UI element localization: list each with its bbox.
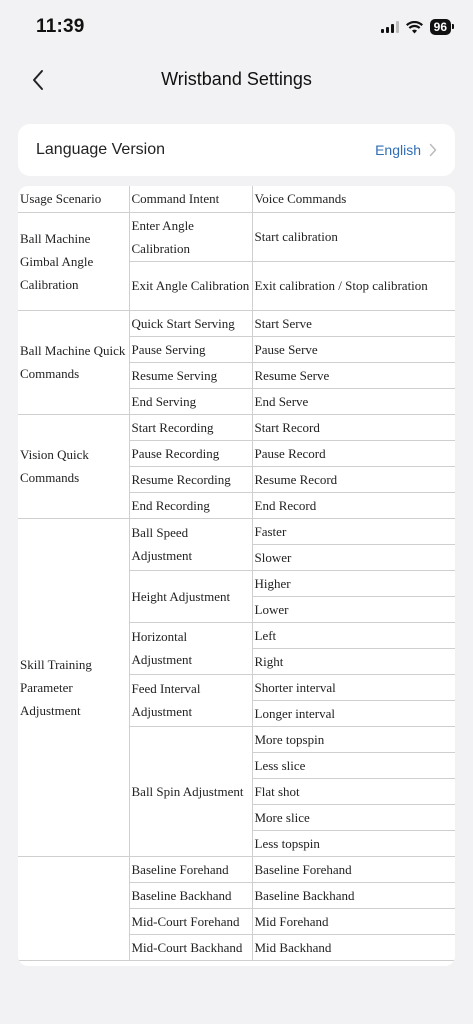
- command-cell: Less slice: [252, 752, 455, 778]
- wifi-icon: [406, 21, 423, 34]
- command-cell: Lower: [252, 596, 455, 622]
- command-cell: Left: [252, 622, 455, 648]
- status-time: 11:39: [36, 16, 85, 37]
- table-header-row: [18, 186, 455, 212]
- command-cell: Pause Record: [252, 440, 455, 466]
- intent-cell: Feed Interval Adjustment: [129, 674, 252, 726]
- header-usage-scenario: Usage Scenario: [18, 186, 129, 212]
- command-cell: More topspin: [252, 726, 455, 752]
- battery-icon: 96: [430, 19, 451, 35]
- language-label: Language Version: [36, 141, 165, 158]
- intent-cell: Exit Angle Calibration: [129, 261, 252, 310]
- intent-cell: Baseline Forehand: [129, 856, 252, 882]
- header-voice-commands: Voice Commands: [252, 186, 455, 212]
- intent-cell: Enter Angle Calibration: [129, 212, 252, 261]
- intent-cell: Ball Speed Adjustment: [129, 518, 252, 570]
- intent-cell: End Serving: [129, 388, 252, 414]
- command-cell: Longer interval: [252, 700, 455, 726]
- intent-cell: Mid-Court Forehand: [129, 908, 252, 934]
- intent-cell: Start Recording: [129, 414, 252, 440]
- scenario-cell: [18, 856, 129, 960]
- command-cell: Faster: [252, 518, 455, 544]
- table-row: [18, 414, 455, 440]
- command-cell: Exit calibration / Stop calibration: [252, 261, 455, 310]
- command-cell: Flat shot: [252, 778, 455, 804]
- command-cell: Slower: [252, 544, 455, 570]
- scenario-cell: Vision Quick Commands: [18, 414, 129, 518]
- command-cell: Resume Serve: [252, 362, 455, 388]
- command-cell: Pause Serve: [252, 336, 455, 362]
- voice-commands-table: [18, 186, 455, 966]
- cellular-signal-icon: [381, 21, 399, 33]
- scenario-cell: Ball Machine Quick Commands: [18, 310, 129, 414]
- command-cell: Start Record: [252, 414, 455, 440]
- table-row: [18, 310, 455, 336]
- command-cell: Higher: [252, 570, 455, 596]
- command-cell: Right: [252, 648, 455, 674]
- command-cell: End Serve: [252, 388, 455, 414]
- command-cell: Resume Record: [252, 466, 455, 492]
- intent-cell: Resume Recording: [129, 466, 252, 492]
- nav-bar: [0, 56, 473, 106]
- language-version-row[interactable]: [18, 124, 455, 176]
- intent-cell: Quick Start Serving: [129, 310, 252, 336]
- page-title: Wristband Settings: [161, 69, 312, 89]
- status-bar: [0, 0, 473, 56]
- command-cell: Less topspin: [252, 830, 455, 856]
- command-cell: Start Serve: [252, 310, 455, 336]
- intent-cell: Baseline Backhand: [129, 882, 252, 908]
- intent-cell: Horizontal Adjustment: [129, 622, 252, 674]
- command-cell: End Record: [252, 492, 455, 518]
- intent-cell: Pause Recording: [129, 440, 252, 466]
- header-command-intent: Command Intent: [129, 186, 252, 212]
- command-cell: Shorter interval: [252, 674, 455, 700]
- table-row: [18, 518, 455, 544]
- intent-cell: Pause Serving: [129, 336, 252, 362]
- language-value: English: [375, 142, 421, 158]
- scenario-cell: Skill Training Parameter Adjustment: [18, 518, 129, 856]
- intent-cell: Ball Spin Adjustment: [129, 726, 252, 856]
- command-cell: Baseline Forehand: [252, 856, 455, 882]
- language-value-group: [375, 142, 437, 158]
- intent-cell: End Recording: [129, 492, 252, 518]
- command-cell: Mid Backhand: [252, 934, 455, 960]
- command-cell: Mid Forehand: [252, 908, 455, 934]
- chevron-right-icon: [429, 143, 437, 157]
- status-icons: [381, 19, 451, 35]
- intent-cell: Height Adjustment: [129, 570, 252, 622]
- command-cell: Baseline Backhand: [252, 882, 455, 908]
- command-cell: Start calibration: [252, 212, 455, 261]
- table-row: [18, 212, 455, 261]
- table-row: [18, 856, 455, 882]
- scenario-cell: Ball Machine Gimbal Angle Calibration: [18, 212, 129, 310]
- intent-cell: Resume Serving: [129, 362, 252, 388]
- command-cell: More slice: [252, 804, 455, 830]
- intent-cell: Mid-Court Backhand: [129, 934, 252, 960]
